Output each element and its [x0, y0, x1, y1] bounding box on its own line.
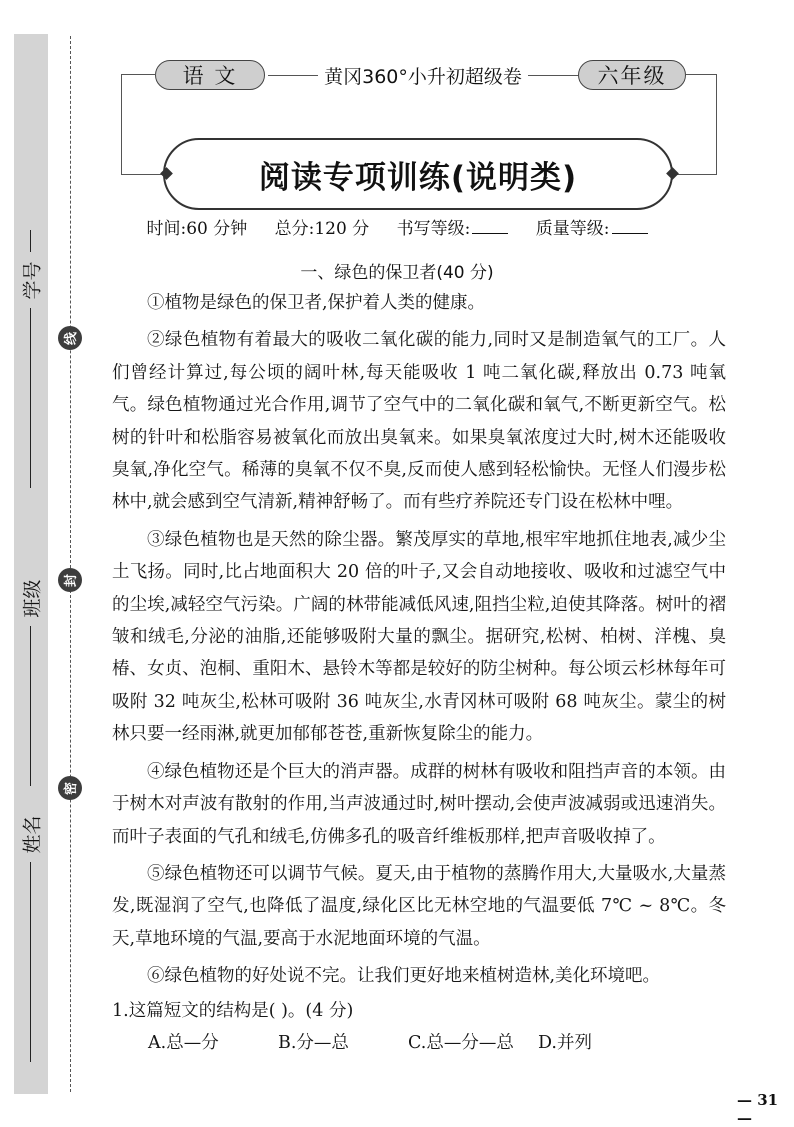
bracket-right-foot	[673, 174, 717, 175]
exam-meta	[0, 214, 794, 239]
option-d[interactable]: D.并列	[538, 1032, 592, 1053]
option-a[interactable]: A.总—分	[148, 1032, 219, 1053]
quality-grade-blank[interactable]	[612, 233, 648, 234]
name-label: 姓名	[21, 814, 44, 854]
subject-badge: 语 文	[155, 60, 265, 90]
seal-seal-mark: 封	[58, 568, 82, 592]
seal-line-mark: 线	[58, 326, 82, 350]
binding-strip	[14, 34, 48, 1094]
question-1-options	[112, 1027, 726, 1059]
name-blank[interactable]	[30, 862, 31, 1062]
option-c[interactable]: C.总—分—总	[408, 1032, 514, 1053]
question-1-stem: 1.这篇短文的结构是( )。(4 分)	[112, 1000, 354, 1021]
page-number: — 31 —	[737, 1091, 779, 1127]
option-b[interactable]: B.分—总	[278, 1032, 349, 1053]
paragraph-6: ⑥绿色植物的好处说不完。让我们更好地来植树造林,美化环境吧。	[147, 966, 661, 987]
quality-grade-label: 质量等级:	[535, 219, 610, 239]
student-id-blank[interactable]	[30, 308, 31, 488]
reading-passage	[112, 287, 726, 1059]
series-rule-right	[528, 75, 578, 76]
page-title-box	[163, 138, 673, 210]
paragraph-5: ⑤绿色植物还可以调节气候。夏天,由于植物的蒸腾作用大,大量吸水,大量蒸发,既湿润了空气,也降低了温度,绿化区比无林空地的气温要低 7℃ ~ 8℃。冬天,草地环境的气温,要高于水泥地面环境的气温。	[112, 863, 726, 949]
handwriting-grade-blank[interactable]	[472, 233, 508, 234]
grade-badge: 六年级	[578, 60, 686, 90]
series-title	[268, 62, 578, 88]
paragraph-1: ①植物是绿色的保卫者,保护着人类的健康。	[147, 293, 486, 313]
total-score: 总分:120 分	[274, 219, 370, 239]
bracket-left-foot	[121, 174, 163, 175]
paragraph-4: ④绿色植物还是个巨大的消声器。成群的树林有吸收和阻挡声音的本领。由于树木对声波有散射的作用,当声波通过时,树叶摆动,会使声波减弱或迅速消失。而叶子表面的气孔和绒毛,仿佛多孔的吸音纤维板那样,把声音吸收掉了。	[112, 761, 726, 847]
series-rule-left	[268, 75, 318, 76]
handwriting-grade-label: 书写等级:	[396, 219, 471, 239]
page-title: 阅读专项训练(说明类)	[258, 159, 578, 196]
section-title: 一、绿色的保卫者(40 分)	[300, 263, 494, 283]
time-info: 时间:60 分钟	[146, 219, 248, 239]
series-text: 黄冈360°小升初超级卷	[324, 65, 522, 88]
cut-line	[70, 36, 71, 1092]
paragraph-2: ②绿色植物有着最大的吸收二氧化碳的能力,同时又是制造氧气的工厂。人们曾经计算过,每公顷的阔叶林,每天能吸收 1 吨二氧化碳,释放出 0.73 吨氧气。绿色植物通过光合作用,调节了空气中的二氧化碳和氧气,不断更新空气。松树的针叶和松脂容易被氧化而放出臭氧来。如果臭氧浓度过大时,树木还能吸收臭氧,净化空气。稀薄的臭氧不仅不臭,反而使人感到轻松愉快。无怪人们漫步松林中,就会感到空气清新,精神舒畅了。而有些疗养院还专门设在松林中哩。	[112, 330, 726, 513]
class-label: 班级	[21, 578, 44, 618]
bracket-right	[686, 74, 717, 175]
seal-secret-mark: 密	[58, 776, 82, 800]
class-blank[interactable]	[30, 626, 31, 786]
bracket-left	[121, 74, 156, 175]
student-id-label: 学号	[21, 260, 44, 300]
paragraph-3: ③绿色植物也是天然的除尘器。繁茂厚实的草地,根牢牢地抓住地表,减少尘土飞扬。同时,比占地面积大 20 倍的叶子,又会自动地接收、吸收和过滤空气中的尘埃,减轻空气污染。广阔的林带能减低风速,阻挡尘粒,迫使其降落。树叶的褶皱和绒毛,分泌的油脂,还能够吸附大量的飘尘。据研究,松树、柏树、洋槐、臭椿、女贞、泡桐、重阳木、悬铃木等都是较好的防尘树种。每公顷云杉林每年可吸附 32 吨灰尘,松林可吸附 36 吨灰尘,水青冈林可吸附 68 吨灰尘。蒙尘的树林只要一经雨淋,就更加郁郁苍苍,重新恢复除尘的能力。	[112, 529, 726, 745]
